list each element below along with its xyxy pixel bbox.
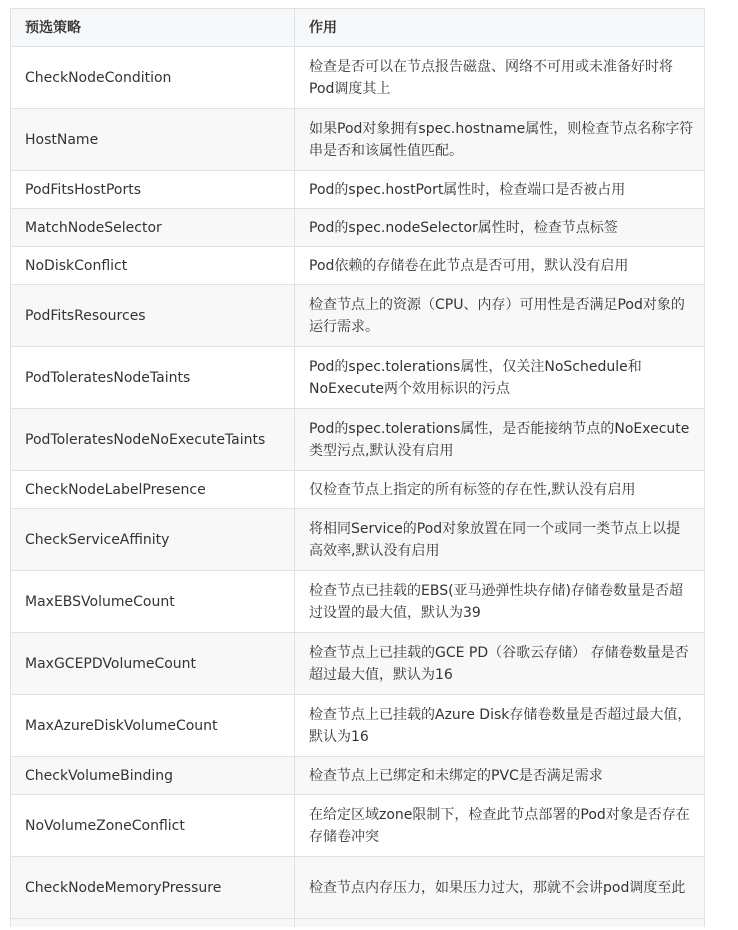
table-row bbox=[11, 285, 705, 347]
policy-name: MaxGCEPDVolumeCount bbox=[11, 633, 295, 695]
policy-name: HostName bbox=[11, 109, 295, 171]
table-row bbox=[11, 47, 705, 109]
policy-desc: 检查是否可以在节点报告磁盘、网络不可用或未准备好时将Pod调度其上 bbox=[295, 47, 705, 109]
cutoff-cell bbox=[295, 919, 705, 928]
header-policy: 预选策略 bbox=[11, 9, 295, 47]
policy-name: MaxAzureDiskVolumeCount bbox=[11, 695, 295, 757]
table-row bbox=[11, 633, 705, 695]
policy-desc: Pod依赖的存储卷在此节点是否可用，默认没有启用 bbox=[295, 247, 705, 285]
table-row bbox=[11, 171, 705, 209]
table-header-row bbox=[11, 9, 705, 47]
policy-name: CheckNodeMemoryPressure bbox=[11, 857, 295, 919]
policy-name: MatchNodeSelector bbox=[11, 209, 295, 247]
policy-name: CheckVolumeBinding bbox=[11, 757, 295, 795]
header-effect: 作用 bbox=[295, 9, 705, 47]
table-row bbox=[11, 109, 705, 171]
policy-desc: 检查节点上已挂载的GCE PD（谷歌云存储） 存储卷数量是否超过最大值，默认为16 bbox=[295, 633, 705, 695]
policy-name: CheckNodeCondition bbox=[11, 47, 295, 109]
policy-name: NoVolumeZoneConflict bbox=[11, 795, 295, 857]
policy-desc: Pod的spec.tolerations属性，是否能接纳节点的NoExecute类型污点,默认没有启用 bbox=[295, 409, 705, 471]
policy-desc: Pod的spec.hostPort属性时，检查端口是否被占用 bbox=[295, 171, 705, 209]
policy-desc: 检查节点上的资源（CPU、内存）可用性是否满足Pod对象的运行需求。 bbox=[295, 285, 705, 347]
table-row bbox=[11, 471, 705, 509]
policy-name: PodToleratesNodeTaints bbox=[11, 347, 295, 409]
policy-desc: 将相同Service的Pod对象放置在同一个或同一类节点上以提高效率,默认没有启用 bbox=[295, 509, 705, 571]
policy-name: PodFitsHostPorts bbox=[11, 171, 295, 209]
policy-desc: 检查节点上已挂载的Azure Disk存储卷数量是否超过最大值，默认为16 bbox=[295, 695, 705, 757]
table-row bbox=[11, 857, 705, 919]
policy-desc: 检查节点内存压力，如果压力过大，那就不会讲pod调度至此 bbox=[295, 857, 705, 919]
policy-name: CheckServiceAffinity bbox=[11, 509, 295, 571]
table-row bbox=[11, 209, 705, 247]
policy-desc: 检查节点上已绑定和未绑定的PVC是否满足需求 bbox=[295, 757, 705, 795]
table-row bbox=[11, 347, 705, 409]
predicate-policy-table bbox=[10, 8, 705, 927]
predicate-policy-table-container bbox=[10, 8, 704, 927]
policy-desc: Pod的spec.tolerations属性，仅关注NoSchedule和NoExecute两个效用标识的污点 bbox=[295, 347, 705, 409]
policy-desc: 如果Pod对象拥有spec.hostname属性，则检查节点名称字符串是否和该属性值匹配。 bbox=[295, 109, 705, 171]
policy-name: PodFitsResources bbox=[11, 285, 295, 347]
table-row bbox=[11, 247, 705, 285]
table-row bbox=[11, 795, 705, 857]
policy-name: PodToleratesNodeNoExecuteTaints bbox=[11, 409, 295, 471]
policy-name: MaxEBSVolumeCount bbox=[11, 571, 295, 633]
table-row bbox=[11, 409, 705, 471]
policy-desc: 检查节点已挂载的EBS(亚马逊弹性块存储)存储卷数量是否超过设置的最大值，默认为39 bbox=[295, 571, 705, 633]
policy-desc: 在给定区域zone限制下，检查此节点部署的Pod对象是否存在存储卷冲突 bbox=[295, 795, 705, 857]
policy-name: NoDiskConflict bbox=[11, 247, 295, 285]
policy-desc: 仅检查节点上指定的所有标签的存在性,默认没有启用 bbox=[295, 471, 705, 509]
table-row bbox=[11, 571, 705, 633]
table-row bbox=[11, 509, 705, 571]
policy-desc: Pod的spec.nodeSelector属性时，检查节点标签 bbox=[295, 209, 705, 247]
table-row-cutoff bbox=[11, 919, 705, 928]
table-row bbox=[11, 695, 705, 757]
policy-name: CheckNodeLabelPresence bbox=[11, 471, 295, 509]
cutoff-cell bbox=[11, 919, 295, 928]
table-row bbox=[11, 757, 705, 795]
